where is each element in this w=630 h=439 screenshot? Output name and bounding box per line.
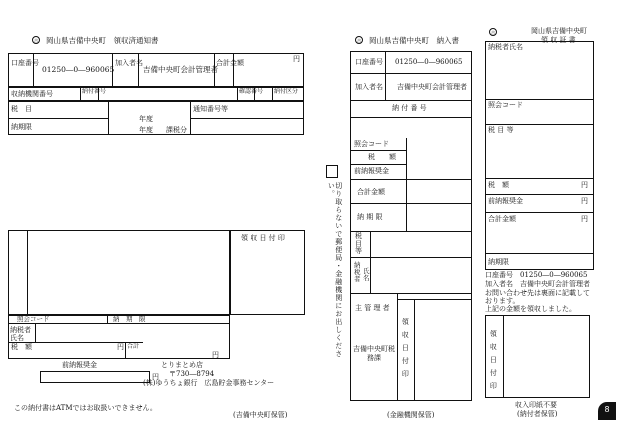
notice-ref-code-label: 照会コード	[17, 315, 50, 323]
payment-seal-icon: 吉	[357, 38, 361, 43]
payment-account-number: 01250―0―960065	[395, 58, 463, 66]
receipt-payee-line: 加入者名 吉備中央町会計管理者	[485, 280, 590, 288]
receipt-arrears-yen: 円	[581, 197, 588, 205]
payment-manager-name: 吉備中央町税務課	[353, 345, 395, 362]
notice-confirm-label: 確認番号	[239, 88, 264, 95]
notice-agency-label: 収納機関番号	[11, 90, 53, 98]
receipt-tax-yen: 円	[581, 181, 588, 189]
receipt-account-line: 口座番号 01250―0―960065	[485, 271, 588, 279]
receipt-name-label: 納税者氏名	[488, 43, 523, 51]
notice-blank-area	[8, 230, 230, 315]
receipt-arrears-label: 前納報奨金	[488, 197, 523, 205]
notice-amount-yen: 円	[117, 343, 124, 351]
notice-payee-label: 加入者名	[115, 59, 143, 67]
receipt-note-3: 上記の金額を領収しました。	[485, 305, 576, 313]
notice-account-label: 口座番号	[11, 59, 39, 67]
receipt-stamp-box	[485, 315, 590, 398]
receipt-total-yen: 円	[581, 215, 588, 223]
notice-arrears-label: 前納報奨金	[62, 361, 97, 369]
notice-amount-label: 税 額	[11, 343, 32, 351]
notice-payee: 吉備中央町会計管理者	[143, 65, 218, 74]
notice-year-label-2: 年度	[139, 126, 153, 134]
payment-account-label: 口座番号	[355, 58, 383, 66]
payment-ref-code-label: 照会コード	[354, 140, 389, 148]
notice-payment-no-label: 納付番号	[82, 88, 107, 95]
notice-receipt-stamp-box	[230, 230, 305, 315]
receipt-ref-code-label: 照会コード	[488, 101, 523, 109]
notice-footer: (吉備中央町保管)	[233, 411, 288, 419]
notice-total2-label: 合計	[127, 343, 140, 350]
notice-deadline-label: 納期限	[11, 123, 32, 131]
notice-tax-type-label: 課税分	[166, 126, 187, 134]
receipt-tax-label: 税 額	[488, 181, 509, 189]
notice-division-label: 納付区分	[274, 88, 299, 95]
notice-postal: 〒730―8794	[169, 370, 215, 378]
payment-name-label: 氏名	[363, 267, 370, 283]
notice-account-number: 01250―0―960065	[42, 65, 115, 74]
payment-no-label: 納 付 番 号	[392, 104, 427, 112]
notice-total-label: 合計金額	[216, 59, 244, 67]
payment-manager-label: 主 管 理 者	[355, 304, 390, 312]
payment-tax-label: 税 額	[368, 153, 396, 161]
notice-arrears-yen: 円	[152, 373, 159, 381]
notice-atm-note: この納付書はATMではお取扱いできません。	[14, 404, 157, 412]
receipt-seal-icon: 吉	[491, 30, 495, 35]
payment-payee-label: 加入者名	[355, 83, 383, 91]
town-seal-icon: 吉	[34, 38, 38, 43]
notice-tax-office-label: 通知番号等	[193, 105, 228, 113]
payment-taxpayer-label: 納税者	[354, 261, 361, 284]
receipt-header-2: 領 収 証 書	[541, 36, 576, 44]
receipt-date-stamp-label: 領収日付印	[489, 330, 498, 395]
receipt-header-1: 岡山県吉備中央町	[531, 27, 587, 35]
page-number-badge	[598, 402, 616, 420]
payment-receipt-date-label: 領収日付印	[401, 318, 410, 383]
payment-header: 岡山県吉備中央町 納入書	[369, 36, 459, 45]
payment-arrears-label: 前納報奨金	[354, 167, 389, 175]
payment-deadline-label: 納 期 限	[357, 213, 383, 221]
separator-text: 切り取らないで郵便局・金融機関にお出しください。	[327, 182, 343, 358]
payment-tax-item-label: 税目等	[355, 232, 362, 256]
payment-payee: 吉備中央町会計管理者	[397, 83, 467, 91]
notice-name-label: 納税者氏名	[10, 326, 31, 343]
receipt-footer: (納付者保管)	[517, 410, 558, 418]
notice-year-label: 年度	[139, 115, 153, 123]
receipt-note-1: お問い合わせ先は裏面に記載して	[485, 289, 590, 297]
notice-tax-label: 税 目	[11, 105, 32, 113]
receipt-deadline-label: 納期限	[488, 258, 509, 266]
notice-due-label: 納 期 限	[113, 315, 146, 323]
page-number: 8	[604, 405, 610, 414]
notice-collector: とりまとめ店	[161, 361, 203, 369]
notice-total-yen: 円	[293, 55, 300, 63]
notice-arrears-box	[40, 371, 150, 383]
receipt-total-label: 合計金額	[488, 215, 516, 223]
notice-total2-yen: 円	[212, 351, 219, 359]
payment-total-label: 合計金額	[357, 188, 385, 196]
receipt-note-2: おります。	[485, 297, 520, 305]
notice-header: 岡山県吉備中央町 領収済通知書	[46, 36, 159, 45]
receipt-tax-item-label: 税 目 等	[488, 126, 514, 134]
receipt-stamp-note: 収入印紙不要	[515, 401, 557, 409]
notice-bank: (株)ゆうちょ銀行 広島貯金事務センター	[143, 379, 275, 387]
separator-box	[326, 165, 338, 178]
notice-receipt-date-label: 領 収 日 付 印	[241, 234, 285, 242]
payment-footer: (金融機関保管)	[387, 411, 435, 419]
